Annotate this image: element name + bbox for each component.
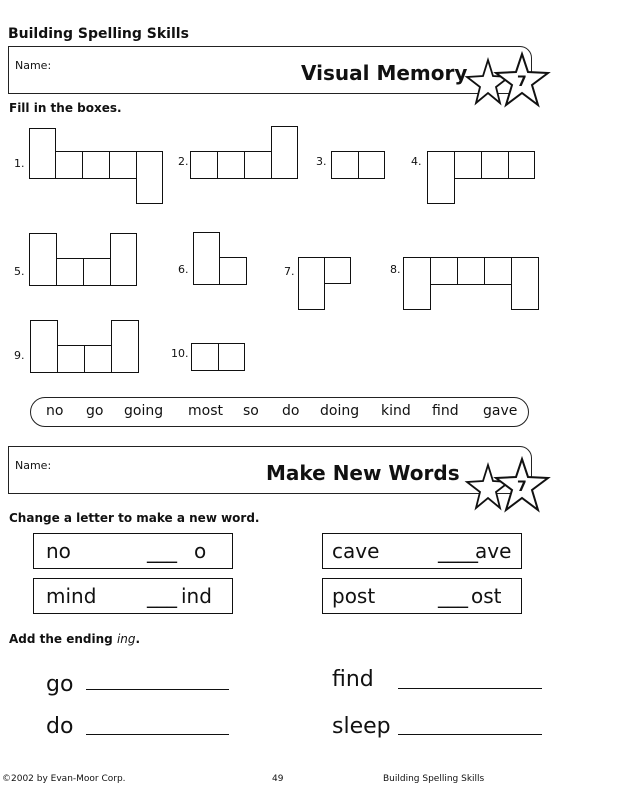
item-number: 2. — [178, 155, 189, 168]
letter-box[interactable] — [111, 320, 139, 373]
word-ending: ind — [181, 584, 212, 608]
instruction-ending: ing — [116, 632, 136, 646]
letter-box[interactable] — [191, 343, 219, 371]
letter-box[interactable] — [298, 257, 325, 310]
word: post — [332, 584, 376, 608]
ending-word: sleep — [332, 714, 391, 739]
word-bank-word: so — [243, 403, 259, 419]
letter-box[interactable] — [56, 258, 84, 286]
answer-line[interactable] — [86, 689, 229, 690]
letter-box[interactable] — [484, 257, 512, 285]
star-number: 7 — [517, 74, 527, 90]
word-bank-word: find — [432, 403, 459, 419]
item-number: 9. — [14, 349, 25, 362]
ending-word: do — [46, 714, 74, 739]
item-number: 3. — [316, 155, 327, 168]
word-pair-box — [322, 533, 522, 569]
word-pair-box — [33, 578, 233, 614]
word-pair-box — [33, 533, 233, 569]
star-number: 7 — [517, 479, 527, 495]
instruction-fill-boxes: Fill in the boxes. — [9, 101, 122, 115]
word: mind — [46, 584, 97, 608]
letter-box[interactable] — [403, 257, 431, 310]
page-number: 49 — [272, 774, 284, 784]
letter-box[interactable] — [218, 343, 245, 371]
letter-box[interactable] — [84, 345, 112, 373]
item-number: 6. — [178, 263, 189, 276]
name-field[interactable] — [59, 457, 259, 477]
letter-box[interactable] — [508, 151, 535, 179]
section-title: Visual Memory — [301, 61, 468, 85]
letter-box[interactable] — [244, 151, 272, 179]
letter-box[interactable] — [217, 151, 245, 179]
word-pair-box — [322, 578, 522, 614]
answer-line[interactable] — [398, 688, 542, 689]
letter-box[interactable] — [30, 320, 58, 373]
name-label: Name: — [15, 459, 52, 472]
copyright: ©2002 by Evan-Moor Corp. — [2, 774, 126, 784]
letter-box[interactable] — [454, 151, 482, 179]
letter-box[interactable] — [331, 151, 359, 179]
letter-box[interactable] — [109, 151, 137, 179]
letter-box[interactable] — [193, 232, 220, 285]
letter-box[interactable] — [82, 151, 110, 179]
item-number: 1. — [14, 157, 25, 170]
answer-blank[interactable]: ____ — [438, 539, 478, 563]
word-bank-word: doing — [320, 403, 360, 419]
item-number: 7. — [284, 265, 295, 278]
item-number: 5. — [14, 265, 25, 278]
star-icon — [462, 50, 552, 122]
answer-blank[interactable]: ___ — [147, 539, 177, 563]
ending-word: find — [332, 667, 374, 692]
instruction-text: Add the ending — [9, 632, 117, 646]
visual-memory-header — [8, 46, 532, 94]
word-ending: o — [194, 539, 207, 563]
word-ending: ost — [471, 584, 502, 608]
letter-box[interactable] — [481, 151, 509, 179]
word: cave — [332, 539, 380, 563]
answer-line[interactable] — [86, 734, 229, 735]
answer-blank[interactable]: ___ — [438, 584, 468, 608]
letter-box[interactable] — [57, 345, 85, 373]
word-bank-word: go — [86, 403, 104, 419]
star-badge — [464, 455, 554, 527]
letter-box[interactable] — [271, 126, 298, 179]
letter-box[interactable] — [219, 257, 247, 285]
letter-box[interactable] — [457, 257, 485, 285]
word-ending: ave — [475, 539, 512, 563]
name-label: Name: — [15, 59, 52, 72]
name-field[interactable] — [59, 57, 289, 77]
word-bank-word: most — [188, 403, 223, 419]
item-number: 10. — [171, 347, 189, 360]
word-bank-word: going — [124, 403, 164, 419]
star-badge — [462, 50, 552, 122]
instruction-period: . — [135, 632, 141, 646]
word: no — [46, 539, 71, 563]
letter-box[interactable] — [29, 233, 57, 286]
word-bank-word: do — [282, 403, 300, 419]
ending-word: go — [46, 672, 74, 697]
letter-box[interactable] — [511, 257, 539, 310]
word-bank-word: no — [46, 403, 64, 419]
word-bank-word: gave — [483, 403, 518, 419]
make-new-words-header — [8, 446, 532, 494]
item-number: 4. — [411, 155, 422, 168]
letter-box[interactable] — [324, 257, 351, 284]
letter-box[interactable] — [83, 258, 111, 286]
answer-blank[interactable]: ___ — [147, 584, 177, 608]
letter-box[interactable] — [55, 151, 83, 179]
item-number: 8. — [390, 263, 401, 276]
word-bank-word: kind — [381, 403, 411, 419]
letter-box[interactable] — [427, 151, 455, 204]
letter-box[interactable] — [430, 257, 458, 285]
section-title: Make New Words — [266, 461, 460, 485]
letter-box[interactable] — [358, 151, 385, 179]
footer-book-name: Building Spelling Skills — [383, 774, 485, 784]
instruction-change-letter: Change a letter to make a new word. — [9, 511, 260, 525]
letter-box[interactable] — [136, 151, 163, 204]
letter-box[interactable] — [110, 233, 137, 286]
letter-box[interactable] — [190, 151, 218, 179]
letter-box[interactable] — [29, 128, 56, 179]
book-title: Building Spelling Skills — [8, 26, 189, 42]
answer-line[interactable] — [398, 734, 542, 735]
star-icon — [464, 455, 554, 527]
instruction-add-ending — [9, 632, 140, 646]
